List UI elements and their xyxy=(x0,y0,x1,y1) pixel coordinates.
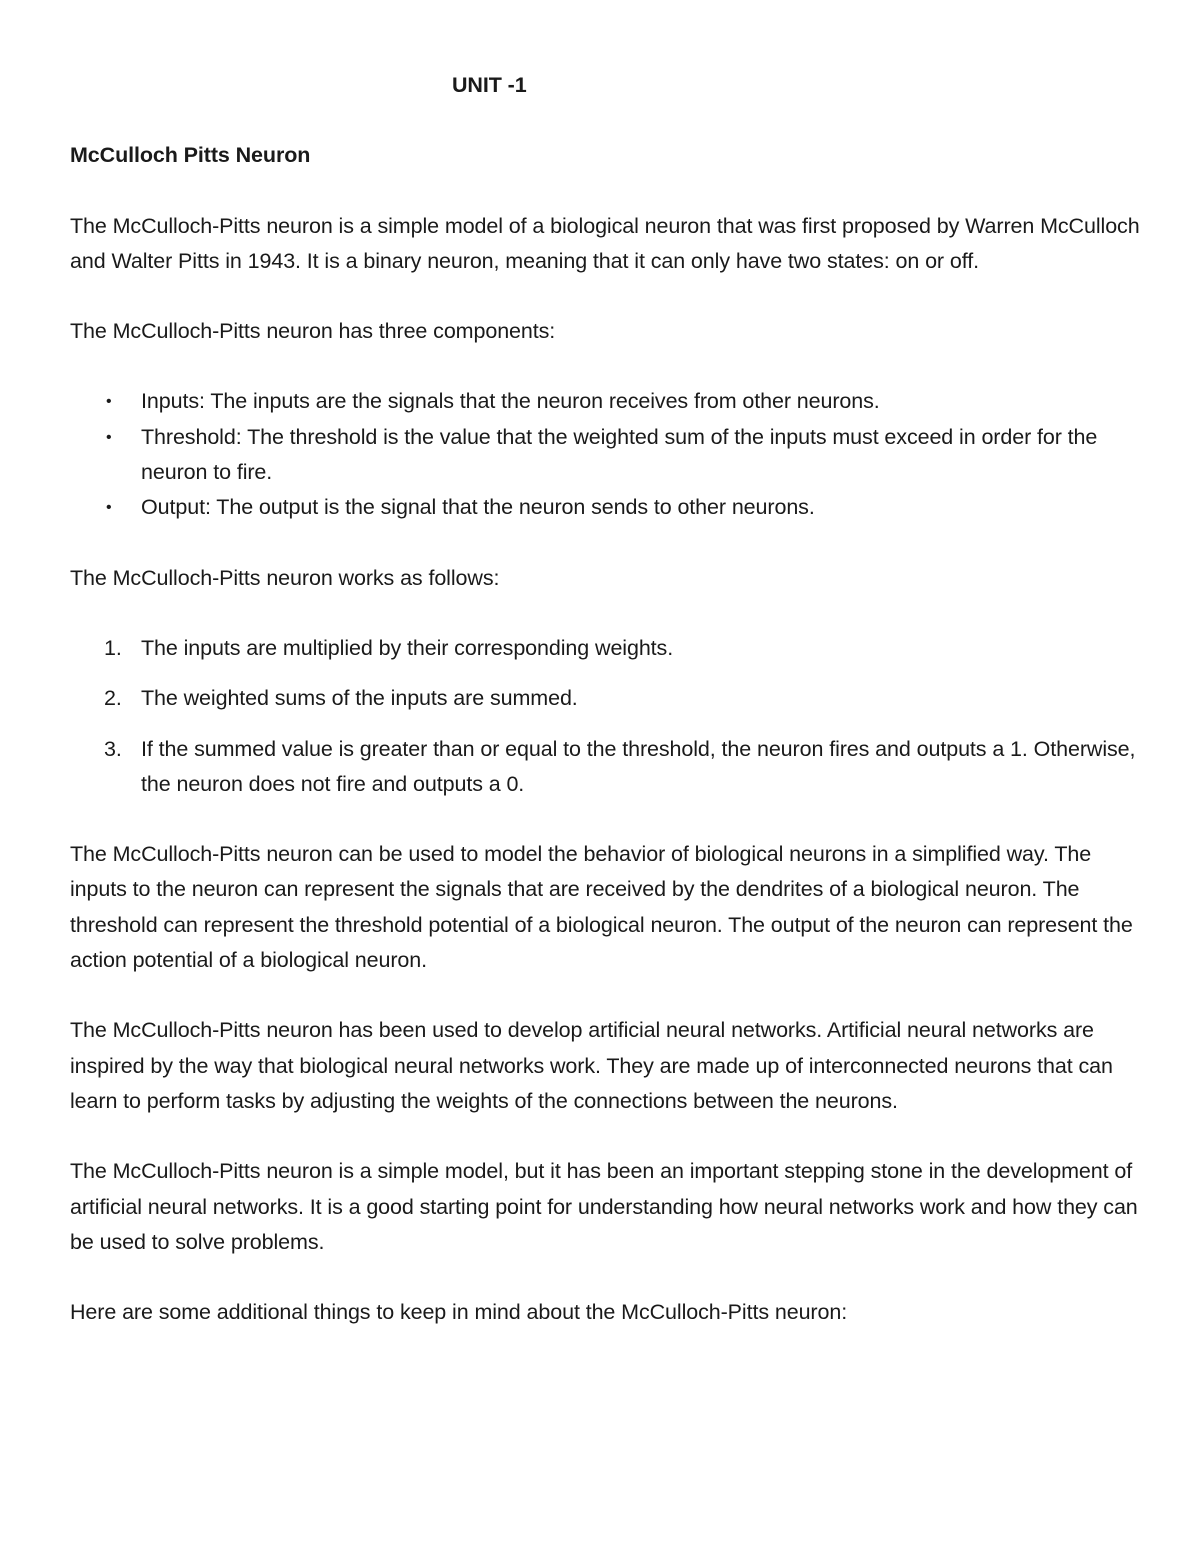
bullet-icon: • xyxy=(106,393,112,411)
step-number: 2. xyxy=(104,686,122,711)
component-threshold: Threshold: The threshold is the value that the weighted sum of the inputs must exceed in order for the neuron to fire. xyxy=(141,424,1098,485)
unit-title: UNIT -1 xyxy=(452,73,527,97)
components-list xyxy=(70,384,1140,525)
paragraph-additional: Here are some additional things to keep in mind about the McCulloch-Pitts neuron: xyxy=(70,1300,848,1325)
works-intro: The McCulloch-Pitts neuron works as follows: xyxy=(70,565,500,590)
step-text: If the summed value is greater than or equal to the threshold, the neuron fires and outputs a 1. Otherwise, the neuron does not fire and outputs a 0. xyxy=(141,736,1136,796)
list-item xyxy=(70,490,1140,525)
paragraph-stepping-stone: The McCulloch-Pitts neuron is a simple model, but it has been an important stepping stone in the development of artificial neural networks. It is a good starting point for understanding how neural networks work and how they can be used to solve problems. xyxy=(70,1159,1138,1254)
step-number: 1. xyxy=(104,635,122,660)
bullet-icon: • xyxy=(106,499,112,517)
component-inputs: Inputs: The inputs are the signals that the neuron receives from other neurons. xyxy=(141,389,880,414)
components-intro: The McCulloch-Pitts neuron has three components: xyxy=(70,319,556,344)
bullet-icon: • xyxy=(106,428,112,446)
list-item xyxy=(70,681,1140,716)
step-number: 3. xyxy=(104,736,122,761)
list-item xyxy=(70,384,1140,419)
paragraph-biological: The McCulloch-Pitts neuron can be used to model the behavior of biological neurons in a simplified way. The inputs to the neuron can represent the signals that are received by the dendrites of a biological neuron. The threshold can represent the threshold potential of a biological neuron. The output of the neuron can represent the action potential of a biological neuron. xyxy=(70,842,1133,973)
steps-list xyxy=(70,631,1140,802)
list-item xyxy=(70,732,1140,803)
step-text: The inputs are multiplied by their corresponding weights. xyxy=(141,635,674,660)
paragraph-ann: The McCulloch-Pitts neuron has been used to develop artificial neural networks. Artificial neural networks are inspired by the way that biological neural networks work. They are made up of interconnected neurons that can learn to perform tasks by adjusting the weights of the connections between the neurons. xyxy=(70,1018,1113,1113)
intro-paragraph: The McCulloch-Pitts neuron is a simple model of a biological neuron that was first proposed by Warren McCulloch and Walter Pitts in 1943. It is a binary neuron, meaning that it can only have two states: on or off. xyxy=(70,213,1140,273)
list-item xyxy=(70,631,1140,666)
section-title: McCulloch Pitts Neuron xyxy=(70,143,311,168)
step-text: The weighted sums of the inputs are summed. xyxy=(141,686,578,711)
document-page xyxy=(70,68,1140,1330)
component-output: Output: The output is the signal that the neuron sends to other neurons. xyxy=(141,495,815,520)
list-item xyxy=(70,420,1140,491)
